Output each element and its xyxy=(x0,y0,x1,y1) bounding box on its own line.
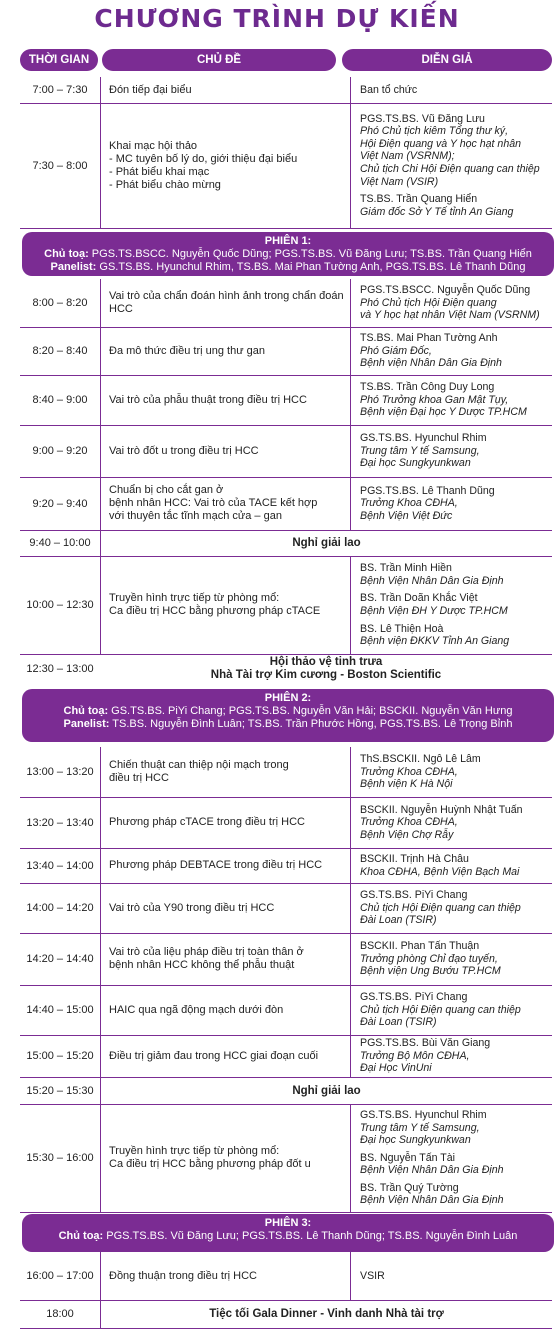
speaker-affiliation: Phó Giám Đốc, xyxy=(360,344,432,357)
table-row xyxy=(20,279,552,328)
topic-line: Vai trò của liệu pháp điều trị toàn thân ở xyxy=(109,946,304,958)
speaker-affiliation: Đại Học VinUni xyxy=(360,1062,432,1075)
topic-line: Vai trò của Y90 trong điều trị HCC xyxy=(109,901,275,914)
speaker-affiliation: Trưởng phòng Chỉ đạo tuyến, xyxy=(360,952,498,965)
table-row xyxy=(20,747,552,798)
table-row xyxy=(20,1035,552,1078)
header-speaker: DIỄN GIẢ xyxy=(342,49,552,71)
speaker-affiliation: Trung tâm Y tế Samsung, xyxy=(360,1121,480,1134)
speaker-name: GS.TS.BS. PiYi Chang xyxy=(360,991,468,1004)
speaker-affiliation: Chủ tịch Hội Điện quang can thiệp xyxy=(360,1003,521,1016)
speaker-block xyxy=(360,193,554,218)
table-row xyxy=(20,1104,552,1213)
speaker-name: Ban tổ chức xyxy=(360,83,418,96)
speaker-affiliation: Trưởng Bộ Môn CĐHA, xyxy=(360,1049,470,1062)
speaker-name: BS. Trần Quý Tường xyxy=(360,1181,459,1194)
speaker-name: GS.TS.BS. Hyunchul Rhim xyxy=(360,1108,487,1121)
speaker-name: BSCKII. Nguyễn Huỳnh Nhật Tuấn xyxy=(360,803,523,816)
satellite-workshop xyxy=(100,656,552,682)
session-people: PGS.TS.BS. Vũ Đăng Lưu; PGS.TS.BS. Lê Thanh Dũng; TS.BS. Nguyễn Đình Luân xyxy=(103,1230,518,1242)
topic-cell xyxy=(100,77,349,103)
speaker-name: BSCKII. Trịnh Hà Châu xyxy=(360,852,469,865)
table-row xyxy=(20,1077,552,1105)
time-cell: 7:30 – 8:00 xyxy=(32,159,88,172)
speaker-affiliation: và Y học hạt nhân Việt Nam (VSRNM) xyxy=(360,309,540,322)
time-cell: 15:30 – 16:00 xyxy=(26,1152,94,1164)
time-cell: 9:00 – 9:20 xyxy=(32,445,88,457)
topic-cell xyxy=(100,279,349,327)
speaker-name: PGS.TS.BS. Bùi Văn Giang xyxy=(360,1037,491,1050)
session-role: Chủ toạ: xyxy=(63,705,109,717)
break-label: Tiệc tối Gala Dinner - Vinh danh Nhà tài trợ xyxy=(100,1300,552,1328)
break-label: Nghỉ giải lao xyxy=(100,530,552,556)
speaker-cell xyxy=(350,477,554,530)
speaker-name: TS.BS. Trần Công Duy Long xyxy=(360,381,495,394)
speaker-affiliation: Đại học Sungkyunkwan xyxy=(360,457,471,470)
table-row xyxy=(20,883,552,934)
speaker-cell xyxy=(350,556,554,654)
topic-line: - Phát biểu chào mừng xyxy=(109,178,221,191)
topic-line: điều trị HCC xyxy=(109,772,169,784)
time-cell: 16:00 – 17:00 xyxy=(26,1270,94,1282)
workshop-line: Hội thảo vệ tinh trưa xyxy=(269,656,383,668)
time-cell: 7:00 – 7:30 xyxy=(32,84,88,96)
speaker-affiliation: Bệnh viện K Hà Nội xyxy=(360,778,453,791)
table-row xyxy=(20,848,552,884)
table-row xyxy=(20,933,552,986)
session-banner xyxy=(22,1214,554,1252)
session-banner xyxy=(22,232,554,276)
speaker-affiliation: Đài Loan (TSIR) xyxy=(360,1016,437,1029)
time-cell: 14:20 – 14:40 xyxy=(26,953,94,965)
topic-cell xyxy=(100,1104,349,1212)
table-row xyxy=(20,327,552,376)
topic-cell xyxy=(100,103,349,228)
speaker-block xyxy=(360,562,554,587)
time-cell: 13:20 – 13:40 xyxy=(26,816,94,829)
session-banner xyxy=(22,689,554,742)
topic-line: Truyền hình trực tiếp từ phòng mổ: xyxy=(109,592,280,604)
speaker-block xyxy=(360,113,554,189)
speaker-block xyxy=(360,1152,554,1177)
session-people: PGS.TS.BSCC. Nguyễn Quốc Dũng; PGS.TS.BS. Vũ Đăng Lưu; TS.BS. Trần Quang Hiển xyxy=(88,248,532,260)
speaker-name: PGS.TS.BS. Vũ Đăng Lưu xyxy=(360,112,485,125)
session-role: Panelist: xyxy=(50,261,97,273)
speaker-block xyxy=(360,623,554,648)
time-cell: 8:20 – 8:40 xyxy=(32,345,88,357)
topic-line: Ca điều trị HCC bằng phương pháp đốt u xyxy=(109,1158,311,1170)
topic-line: HAIC qua ngã động mạch dưới đòn xyxy=(109,1003,284,1016)
speaker-cell xyxy=(350,1104,554,1212)
topic-cell xyxy=(100,556,349,654)
speaker-block xyxy=(360,1109,554,1147)
speaker-affiliation: Bệnh viện Đại học Y Dược TP.HCM xyxy=(360,406,527,419)
table-row xyxy=(20,654,552,684)
session-line xyxy=(22,261,554,274)
speaker-name: ThS.BSCKII. Ngô Lê Lâm xyxy=(360,753,481,766)
topic-cell xyxy=(100,477,349,530)
speaker-name: VSIR xyxy=(360,1269,385,1282)
speaker-cell xyxy=(350,375,554,425)
topic-line: Đón tiếp đại biểu xyxy=(109,83,192,96)
header-time: THỜI GIAN xyxy=(20,49,98,71)
topic-cell xyxy=(100,425,349,477)
speaker-affiliation: Bệnh Viện Chợ Rẫy xyxy=(360,828,454,841)
break-label: Nghỉ giải lao xyxy=(100,1077,552,1104)
speaker-cell xyxy=(350,1252,554,1300)
speaker-cell xyxy=(350,848,554,883)
speaker-cell xyxy=(350,747,554,797)
session-role: Chủ toạ: xyxy=(58,1230,104,1242)
speaker-block xyxy=(360,804,554,842)
speaker-affiliation: Trưởng Khoa CĐHA, xyxy=(360,765,458,778)
speaker-block xyxy=(360,84,554,97)
session-role: Chủ toạ: xyxy=(44,248,89,260)
speaker-cell xyxy=(350,103,554,228)
time-cell: 15:20 – 15:30 xyxy=(26,1084,94,1097)
topic-cell xyxy=(100,1252,349,1300)
time-cell: 13:00 – 13:20 xyxy=(26,766,94,778)
speaker-block xyxy=(360,940,554,978)
topic-line: Chiến thuật can thiệp nội mạch trong xyxy=(109,759,289,771)
session-people: GS.TS.BS. Hyunchul Rhim, TS.BS. Mai Phan Tường Anh, PGS.TS.BS. Lê Thanh Dũng xyxy=(96,261,526,273)
speaker-name: BSCKII. Phan Tấn Thuận xyxy=(360,940,480,953)
speaker-name: GS.TS.BS. Hyunchul Rhim xyxy=(360,432,487,445)
speaker-block xyxy=(360,332,554,370)
speaker-affiliation: Bệnh viện ĐKKV Tỉnh An Giang xyxy=(360,635,510,648)
speaker-block xyxy=(360,889,554,927)
time-cell: 9:20 – 9:40 xyxy=(32,497,88,510)
speaker-affiliation: Bệnh viện Nhân Dân Gia Định xyxy=(360,357,502,370)
speaker-name: GS.TS.BS. PiYi Chang xyxy=(360,889,468,902)
table-row xyxy=(20,103,552,229)
topic-line: với thuyên tắc tĩnh mạch cửa – gan xyxy=(109,510,282,522)
speaker-cell xyxy=(350,933,554,985)
topic-line: Phương pháp cTACE trong điều trị HCC xyxy=(109,816,305,828)
speaker-block xyxy=(360,592,554,617)
speaker-block xyxy=(360,1270,554,1283)
topic-cell xyxy=(100,375,349,425)
speaker-name: BS. Lê Thiện Hoà xyxy=(360,622,444,635)
speaker-cell xyxy=(350,279,554,327)
time-cell: 12:30 – 13:00 xyxy=(26,663,94,675)
speaker-cell xyxy=(350,883,554,933)
speaker-affiliation: Trưởng Khoa CĐHA, xyxy=(360,497,458,510)
topic-line: Vai trò đốt u trong điều trị HCC xyxy=(109,444,259,457)
topic-cell xyxy=(100,327,349,375)
speaker-cell xyxy=(350,985,554,1035)
table-row xyxy=(20,425,552,478)
speaker-cell xyxy=(350,77,554,103)
topic-line: Đa mô thức điều trị ung thư gan xyxy=(109,344,265,357)
session-title: PHIÊN 1: xyxy=(264,235,312,247)
speaker-affiliation: Phó Trưởng khoa Gan Mật Tụy, xyxy=(360,393,509,406)
speaker-affiliation: Đại học Sungkyunkwan xyxy=(360,1134,471,1147)
topic-line: - Phát biểu khai mạc xyxy=(109,165,210,178)
table-row xyxy=(20,1300,552,1329)
topic-line: Ca điều trị HCC bằng phương pháp cTACE xyxy=(109,605,321,617)
speaker-cell xyxy=(350,797,554,848)
session-line xyxy=(22,1230,554,1243)
header-topic: CHỦ ĐỀ xyxy=(102,49,336,71)
session-title: PHIÊN 3: xyxy=(264,1217,312,1229)
speaker-affiliation: Việt Nam (VSRNM); xyxy=(360,150,455,163)
topic-line: Khai mạc hội thảo xyxy=(109,139,198,152)
session-line xyxy=(22,705,554,718)
speaker-affiliation: Chủ tịch Hội Điện quang can thiệp xyxy=(360,901,521,914)
time-cell: 15:00 – 15:20 xyxy=(26,1050,94,1062)
speaker-block xyxy=(360,1182,554,1207)
speaker-cell xyxy=(350,327,554,375)
speaker-block xyxy=(360,991,554,1029)
speaker-name: BS. Nguyễn Tấn Tài xyxy=(360,1151,456,1164)
session-people: GS.TS.BS. PiYi Chang; PGS.TS.BS. Nguyễn Văn Hải; BSCKII. Nguyễn Văn Hưng xyxy=(108,705,513,717)
speaker-block xyxy=(360,432,554,470)
time-cell: 9:40 – 10:00 xyxy=(29,537,91,549)
speaker-name: PGS.TS.BS. Lê Thanh Dũng xyxy=(360,484,495,497)
speaker-cell xyxy=(350,1035,554,1077)
topic-cell xyxy=(100,985,349,1035)
table-row xyxy=(20,985,552,1036)
table-row xyxy=(20,530,552,557)
speaker-affiliation: Trung tâm Y tế Samsung, xyxy=(360,444,480,457)
topic-line: bệnh nhân HCC: Vai trò của TACE kết hợp xyxy=(109,497,318,509)
speaker-affiliation: Việt Nam (VSIR) xyxy=(360,175,439,188)
speaker-affiliation: Phó Chủ tịch kiêm Tổng thư ký, xyxy=(360,125,509,138)
topic-line: Chuẩn bị cho cắt gan ở xyxy=(109,484,224,496)
speaker-block xyxy=(360,1037,554,1075)
topic-cell xyxy=(100,797,349,848)
time-cell: 14:00 – 14:20 xyxy=(26,902,94,914)
topic-line: Điều trị giảm đau trong HCC giai đoạn cuối xyxy=(109,1049,319,1062)
session-people: TS.BS. Nguyễn Đình Luân; TS.BS. Trần Phước Hồng, PGS.TS.BS. Lê Trọng Bỉnh xyxy=(109,718,513,730)
session-line xyxy=(22,248,554,261)
workshop-line: Nhà Tài trợ Kim cương - Boston Scientific xyxy=(210,669,442,681)
speaker-block xyxy=(360,753,554,791)
speaker-name: PGS.TS.BSCC. Nguyễn Quốc Dũng xyxy=(360,284,531,297)
topic-cell xyxy=(100,1035,349,1077)
session-role: Panelist: xyxy=(63,718,110,730)
topic-line: Vai trò của chẩn đoán hình ảnh trong chẩn đoán HCC xyxy=(109,290,344,315)
speaker-name: BS. Trần Minh Hiền xyxy=(360,562,452,575)
speaker-name: TS.BS. Mai Phan Tường Anh xyxy=(360,332,498,345)
speaker-affiliation: Đài Loan (TSIR) xyxy=(360,914,437,927)
page-title: CHƯƠNG TRÌNH DỰ KIẾN xyxy=(94,4,460,33)
topic-cell xyxy=(100,848,349,883)
speaker-affiliation: Phó Chủ tịch Hội Điện quang xyxy=(360,296,497,309)
time-cell: 8:00 – 8:20 xyxy=(32,297,88,309)
table-row xyxy=(20,375,552,426)
session-title: PHIÊN 2: xyxy=(264,692,312,704)
table-row xyxy=(20,1252,552,1301)
topic-cell xyxy=(100,933,349,985)
speaker-affiliation: Bệnh viện Ung Bướu TP.HCM xyxy=(360,965,501,978)
speaker-affiliation: Bệnh Viện Việt Đức xyxy=(360,509,453,522)
topic-line: bệnh nhân HCC không thể phẫu thuật xyxy=(109,959,295,971)
time-cell: 14:40 – 15:00 xyxy=(26,1004,94,1016)
speaker-affiliation: Chủ tịch Chi Hội Điện quang can thiệp xyxy=(360,163,540,175)
speaker-block xyxy=(360,381,554,419)
topic-line: Truyền hình trực tiếp từ phòng mổ: xyxy=(109,1145,280,1157)
table-row xyxy=(20,477,552,531)
time-cell: 18:00 xyxy=(46,1308,74,1320)
speaker-affiliation: Giám đốc Sở Y Tế tỉnh An Giang xyxy=(360,205,514,218)
speaker-name: BS. Trần Doãn Khắc Việt xyxy=(360,592,478,605)
topic-line: Vai trò của phẫu thuật trong điều trị HCC xyxy=(109,393,307,406)
topic-cell xyxy=(100,883,349,933)
topic-line: Phương pháp DEBTACE trong điều trị HCC xyxy=(109,859,323,871)
topic-cell xyxy=(100,747,349,797)
topic-line: - MC tuyên bố lý do, giới thiệu đại biểu xyxy=(109,152,298,165)
speaker-affiliation: Bệnh Viện Nhân Dân Gia Định xyxy=(360,1194,504,1207)
speaker-block xyxy=(360,284,554,322)
speaker-affiliation: Hội Điện quang và Y học hạt nhân xyxy=(360,137,521,150)
speaker-affiliation: Bệnh Viện ĐH Y Dược TP.HCM xyxy=(360,605,508,617)
topic-line: Đồng thuận trong điều trị HCC xyxy=(109,1269,257,1282)
speaker-affiliation: Trưởng Khoa CĐHA, xyxy=(360,816,458,829)
time-cell: 8:40 – 9:00 xyxy=(32,394,88,406)
speaker-affiliation: Khoa CĐHA, Bệnh Viện Bạch Mai xyxy=(360,865,520,878)
speaker-cell xyxy=(350,425,554,477)
table-row xyxy=(20,77,552,104)
table-row xyxy=(20,797,552,849)
time-cell: 10:00 – 12:30 xyxy=(26,599,94,611)
speaker-block xyxy=(360,853,554,878)
speaker-affiliation: Bệnh Viện Nhân Dân Gia Định xyxy=(360,574,504,587)
table-row xyxy=(20,556,552,655)
speaker-name: TS.BS. Trần Quang Hiển xyxy=(360,193,478,206)
session-line xyxy=(22,718,554,731)
time-cell: 13:40 – 14:00 xyxy=(26,859,94,872)
speaker-affiliation: Bệnh Viện Nhân Dân Gia Định xyxy=(360,1164,504,1177)
speaker-block xyxy=(360,485,554,523)
